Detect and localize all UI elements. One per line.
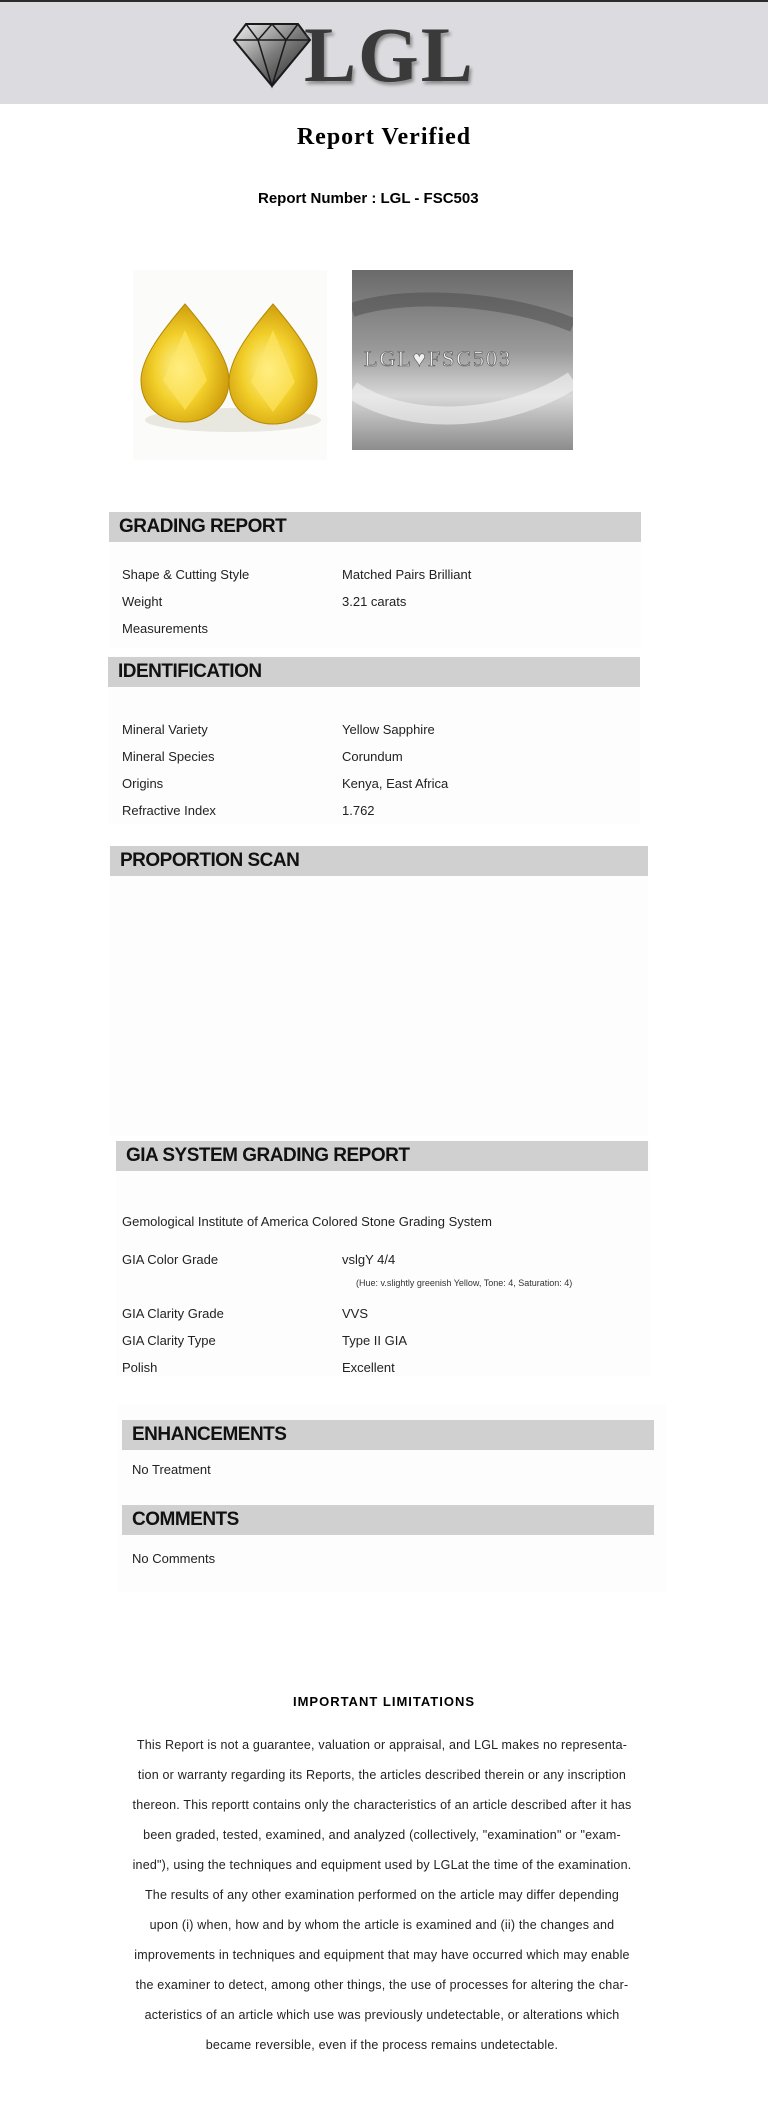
identification-value: Yellow Sapphire <box>342 722 435 737</box>
identification-header <box>108 657 640 687</box>
limitations-line: improvements in techniques and equipment that may have occurred which may enable <box>134 1948 630 1962</box>
identification-label: Mineral Variety <box>122 722 208 737</box>
gia-value: VVS <box>342 1306 369 1321</box>
limitations-line: This Report is not a guarantee, valuation or appraisal, and LGL makes no representa- <box>136 1738 628 1752</box>
report-number: Report Number : LGL - FSC503 <box>258 190 479 207</box>
section-title: ENHANCEMENTS <box>132 1424 287 1445</box>
proportion-header <box>110 846 648 876</box>
page-title: Report Verified <box>296 124 472 150</box>
gia-label: GIA Clarity Grade <box>122 1306 224 1321</box>
gia-header <box>116 1141 648 1171</box>
limitations-line: been graded, tested, examined, and analyzed (collectively, "examination" or "exam- <box>143 1828 621 1842</box>
gia-value: Excellent <box>342 1360 395 1375</box>
gia-label: Polish <box>122 1360 158 1375</box>
identification-value: Kenya, East Africa <box>342 776 449 791</box>
grading-value: Matched Pairs Brilliant <box>342 567 472 582</box>
grading-label: Measurements <box>122 621 208 636</box>
limitations-line: the examiner to detect, among other things, the use of processes for altering the char- <box>135 1978 629 1992</box>
grading-label: Shape & Cutting Style <box>122 567 250 582</box>
yellow-sapphire-pair-photo <box>133 270 327 460</box>
grading-label: Weight <box>122 594 163 609</box>
section-title: PROPORTION SCAN <box>120 850 300 871</box>
lgl-logo[interactable] <box>232 11 492 98</box>
section-title: GIA SYSTEM GRADING REPORT <box>126 1145 410 1166</box>
identification-label: Origins <box>122 776 164 791</box>
grading-value: 3.21 carats <box>342 594 407 609</box>
identification-value: Corundum <box>342 749 403 764</box>
identification-label: Refractive Index <box>122 803 216 818</box>
girdle-inscription-photo <box>352 270 573 450</box>
limitations-line: The results of any other examination performed on the article may differ depending <box>144 1888 620 1902</box>
limitations-line: ined"), using the techniques and equipment used by LGLat the time of the examination. <box>132 1858 632 1872</box>
gia-color-note: (Hue: v.slightly greenish Yellow, Tone: 4, Saturation: 4) <box>356 1278 573 1288</box>
gia-value: Type II GIA <box>342 1333 408 1348</box>
diamond-icon <box>232 18 312 90</box>
identification-value: 1.762 <box>342 803 375 818</box>
proportion-panel <box>110 846 648 1136</box>
limitations-line: became reversible, even if the process remains undetectable. <box>205 2038 559 2052</box>
limitations-line: tion or warranty regarding its Reports, the articles described therein or any inscription <box>137 1768 627 1782</box>
limitations-line: upon (i) when, how and by whom the article is examined and (ii) the changes and <box>149 1918 615 1932</box>
grading-header <box>109 512 641 542</box>
section-title: COMMENTS <box>132 1509 239 1530</box>
comments-text: No Comments <box>132 1551 216 1566</box>
gia-value: vslgY 4/4 <box>342 1252 396 1267</box>
identification-label: Mineral Species <box>122 749 215 764</box>
section-title: IDENTIFICATION <box>118 661 262 682</box>
gia-label: GIA Color Grade <box>122 1252 219 1267</box>
limitations-line: acteristics of an article which use was previously undetectable, or alterations which <box>144 2008 620 2022</box>
section-title: GRADING REPORT <box>119 516 287 537</box>
comments-header <box>122 1505 654 1535</box>
header-banner <box>0 2 768 104</box>
gia-label: GIA Clarity Type <box>122 1333 216 1348</box>
inscription-text: LGL♥FSC503 <box>364 346 512 371</box>
limitations-title: IMPORTANT LIMITATIONS <box>292 1694 476 1709</box>
enhancements-header <box>122 1420 654 1450</box>
limitations-line: thereon. This reportt contains only the characteristics of an article described after it has <box>132 1798 632 1812</box>
enhancements-text: No Treatment <box>132 1462 211 1477</box>
logo-text: LGL <box>304 11 475 98</box>
gia-system-name: Gemological Institute of America Colored Stone Grading System <box>122 1214 492 1229</box>
